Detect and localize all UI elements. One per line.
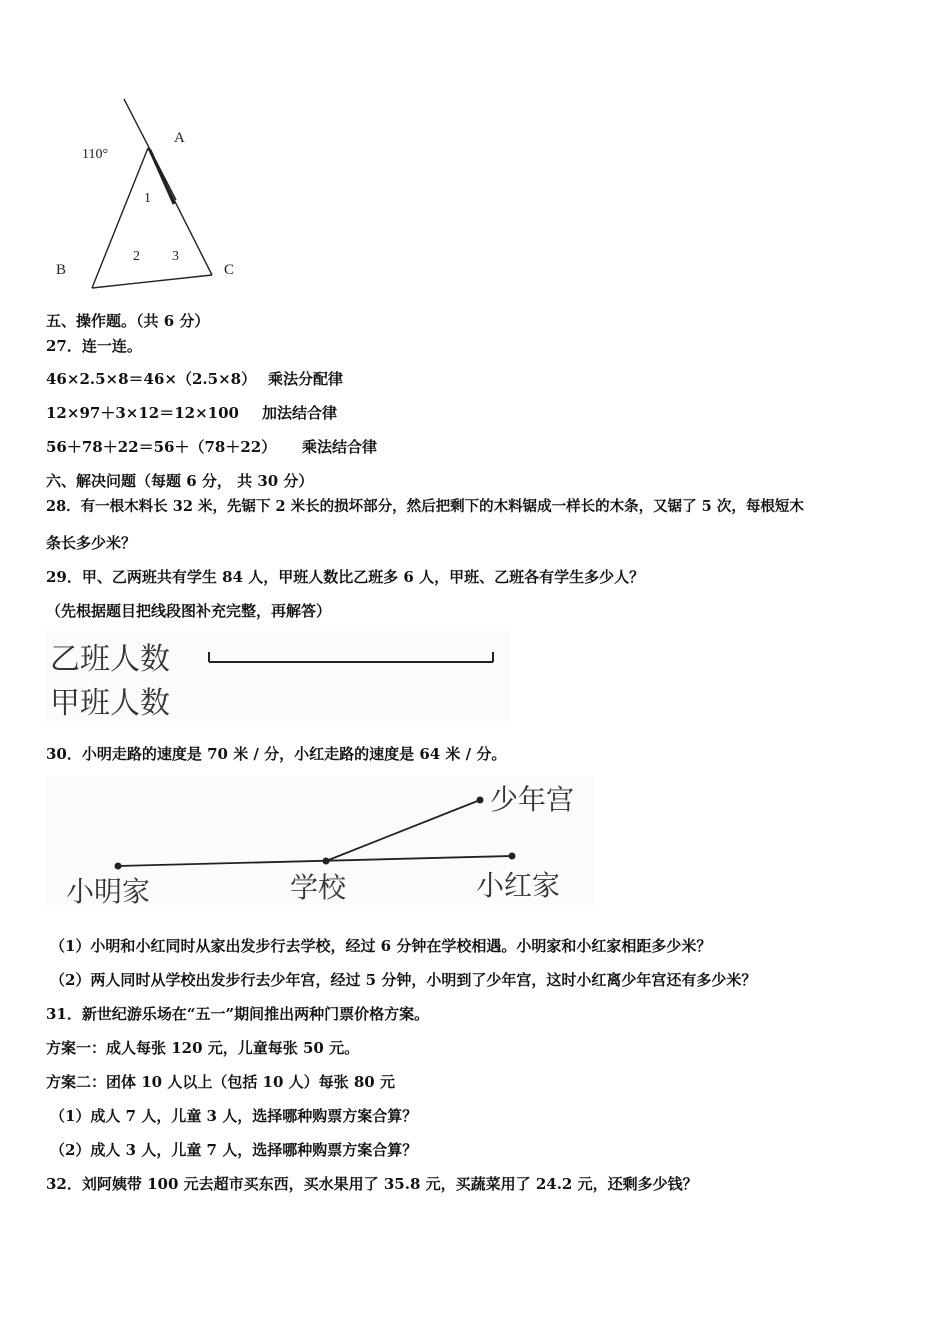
angle-2-label: 2 — [133, 249, 140, 264]
q31-plan2: 方案二：团体 10 人以上（包括 10 人）每张 80 元 — [46, 1073, 395, 1091]
q28-line2: 条长多少米？ — [46, 534, 137, 552]
q29-line1: 29．甲、乙两班共有学生 84 人，甲班人数比乙班多 6 人，甲班、乙班各有学生多少人？ — [46, 568, 645, 586]
xiaoming-home-dot — [115, 863, 122, 870]
school-dot — [323, 858, 330, 865]
yi-class-label: 乙班人数 — [50, 642, 170, 677]
q28-line1: 28．有一根木料长 32 米，先锯下 2 米长的损坏部分，然后把剩下的木料锯成一样长的木条，又锯了 5 次，每根短木 — [46, 498, 804, 515]
q29-segment-diagram — [46, 630, 510, 722]
q30-map — [46, 776, 594, 906]
q27-equation-1: 46×2.5×8＝46×（2.5×8） — [46, 370, 257, 388]
q30-sub2: （2）两人同时从学校出发步行去少年宫，经过 5 分钟，小明到了少年宫，这时小红离少年宫还有多少米？ — [50, 971, 757, 989]
q31-sub2: （2）成人 3 人，儿童 7 人，选择哪种购票方案合算？ — [50, 1141, 418, 1159]
palace-dot — [477, 797, 484, 804]
q29-line2: （先根据题目把线段图补充完整，再解答） — [46, 602, 332, 620]
extended-side-line — [124, 99, 176, 200]
vertex-a-label: A — [174, 130, 185, 146]
angle-1-label: 1 — [144, 191, 151, 206]
q31-sub1: （1）成人 7 人，儿童 3 人，选择哪种购票方案合算？ — [50, 1107, 418, 1125]
vertex-c-label: C — [224, 262, 235, 278]
q27-law-3: 乘法结合律 — [302, 438, 378, 456]
section5-heading: 五、操作题。（共 6 分） — [46, 312, 210, 330]
school-label: 学校 — [290, 871, 347, 904]
side-bc — [92, 275, 212, 288]
q27-equation-3: 56＋78＋22＝56＋（78＋22） — [46, 438, 277, 456]
q31-plan1: 方案一：成人每张 120 元，儿童每张 50 元。 — [46, 1039, 360, 1057]
jia-class-label: 甲班人数 — [50, 686, 170, 721]
triangle-figure — [40, 90, 300, 300]
q30-sub1: （1）小明和小红同时从家出发步行去学校，经过 6 分钟在学校相遇。小明家和小红家相距多少米？ — [50, 937, 712, 955]
xiaoming-home-label: 小明家 — [66, 875, 151, 908]
side-ac — [148, 148, 212, 275]
q27-equation-2: 12×97＋3×12＝12×100 — [46, 404, 239, 422]
yi-class-segment — [201, 646, 501, 676]
q27-law-2: 加法结合律 — [262, 404, 338, 422]
q27-law-1: 乘法分配律 — [268, 370, 344, 388]
q27-title: 27．连一连。 — [46, 337, 142, 355]
angle-3-label: 3 — [172, 249, 179, 264]
xiaohong-home-label: 小红家 — [476, 869, 561, 902]
xiaohong-home-dot — [509, 853, 516, 860]
section6-heading: 六、解决问题（每题 6 分， 共 30 分） — [46, 472, 314, 490]
palace-label: 少年宫 — [490, 783, 575, 816]
q31-line1: 31．新世纪游乐场在“五一”期间推出两种门票价格方案。 — [46, 1005, 430, 1023]
vertex-b-label: B — [56, 262, 67, 278]
side-ab — [92, 148, 148, 288]
angle-110-label: 110° — [82, 147, 109, 162]
q32-line1: 32．刘阿姨带 100 元去超市买东西，买水果用了 35.8 元，买蔬菜用了 24.2 元，还剩多少钱？ — [46, 1175, 698, 1193]
q30-line1: 30．小明走路的速度是 70 米 / 分，小红走路的速度是 64 米 / 分。 — [46, 745, 507, 763]
